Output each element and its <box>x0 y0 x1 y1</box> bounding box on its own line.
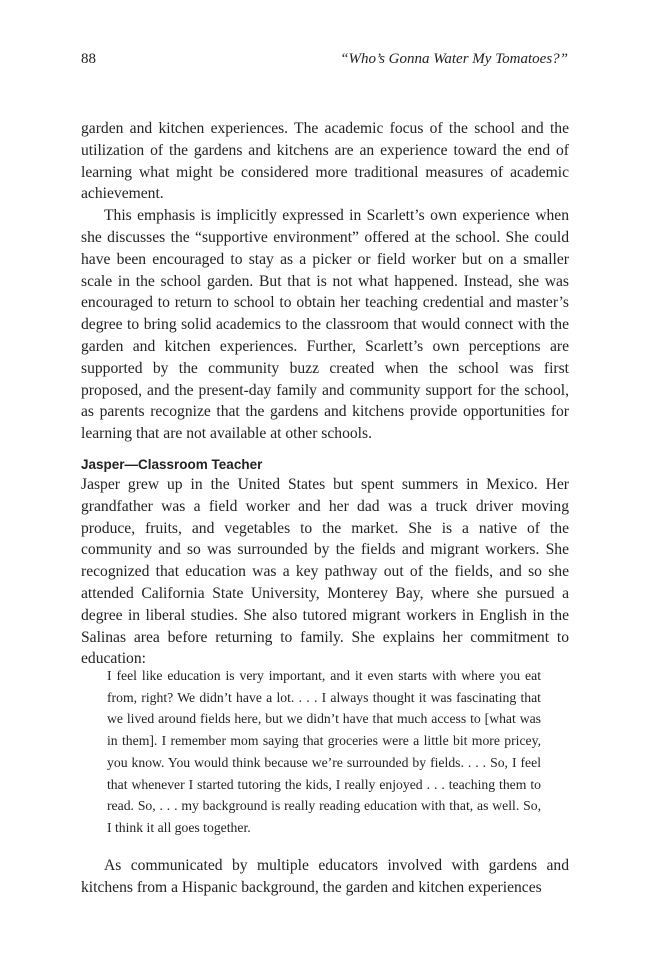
paragraph-scarlett: This emphasis is implicitly expressed in Scarlett’s own experience when she discusses the “supportive environment” offered at the school. She could have been encouraged to stay as a picker or field worker but on a smaller scale in the school garden. But that is not what happened. Instead, she was encouraged to return to school to obtain her teaching credential and master’s degree to bring solid academics to the classroom that would connect with the garden and kitchen experiences. Further, Scarlett’s own perceptions are supported by the community buzz created when the school was first proposed, and the present-day family and community support for the school, as parents recognize that the gardens and kitchens provide opportunities for learning that are not available at other schools. <box>81 207 569 443</box>
section-jasper <box>81 456 569 670</box>
running-head: “Who’s Gonna Water My Tomatoes?” <box>340 51 568 67</box>
section-heading: Jasper—Classroom Teacher <box>81 457 263 472</box>
page-number: 88 <box>81 51 96 67</box>
paragraph-closing: As communicated by multiple educators involved with gardens and kitchens from a Hispanic background, the garden and kitchen experiences <box>81 857 569 896</box>
paragraph-continuation: garden and kitchen experiences. The academic focus of the school and the utilization of the gardens and kitchens are an experience toward the end of learning what might be considered more traditional measures of academic achievement. <box>81 120 569 203</box>
body-text-bottom <box>81 855 569 899</box>
body-text-top <box>81 118 569 445</box>
block-quote: I feel like education is very important, and it even starts with where you eat from, right? We didn’t have a lot. . . . I always thought it was fascinating that we lived around fields here, but we didn’t have that much access to [what was in them]. I remember mom saying that groceries were a little bit more pricey, you know. You would think because we’re surrounded by fields. . . . So, I feel that whenever I started tutoring the kids, I really enjoyed . . . teaching them to read. So, . . . my background is really reading education with that, as well. So, I think it all goes together. <box>107 668 541 835</box>
paragraph-jasper: Jasper grew up in the United States but spent summers in Mexico. Her grandfather was a field worker and her dad was a truck driver moving produce, fruits, and vegetables to the market. She is a native of the community and so was surrounded by the fields and migrant workers. She recognized that education was a key pathway out of the fields, and so she attended California State University, Monterey Bay, where she pursued a degree in liberal studies. She also tutored migrant workers in English in the Salinas area before returning to family. She explains her commitment to education: <box>81 476 569 668</box>
page-header <box>81 51 568 73</box>
